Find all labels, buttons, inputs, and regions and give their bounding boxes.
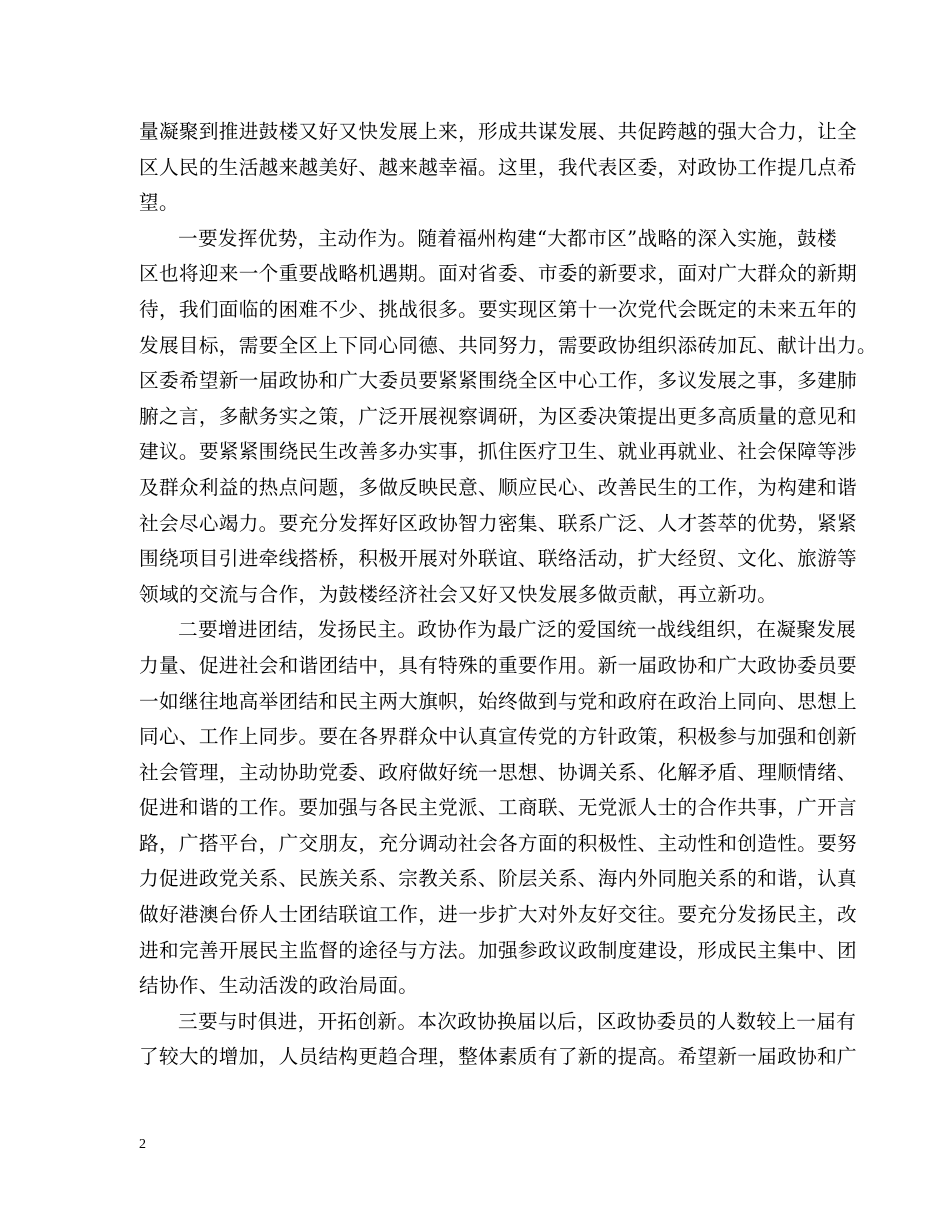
text-line: 区人民的生活越来越美好、越来越幸福。这里，我代表区委，对政协工作提几点希	[139, 155, 857, 179]
paragraph-first-line: 三要与时俱进，开拓创新。本次政协换届以后，区政协委员的人数较上一届有	[178, 1009, 857, 1033]
text-line: 量凝聚到推进鼓楼又好又快发展上来，形成共谋发展、共促跨越的强大合力，让全	[139, 120, 857, 143]
text-line: 及群众利益的热点问题，多做反映民意、顺应民心、改善民生的工作，为构建和谐	[139, 475, 857, 499]
text-line: 社会尽心竭力。要充分发挥好区政协智力密集、联系广泛、人才荟萃的优势，紧紧	[139, 511, 857, 535]
text-line: 待，我们面临的困难不少、挑战很多。要实现区第十一次党代会既定的未来五年的	[139, 297, 857, 321]
text-line: 做好港澳台侨人士团结联谊工作，进一步扩大对外友好交往。要充分发扬民主，改	[139, 903, 857, 927]
text-line: 力量、促进社会和谐团结中，具有特殊的重要作用。新一届政协和广大政协委员要	[139, 653, 857, 677]
text-line: 一如继往地高举团结和民主两大旗帜，始终做到与党和政府在政治上同向、思想上	[139, 689, 857, 713]
text-line: 结协作、生动活泼的政治局面。	[139, 974, 419, 998]
text-line: 发展目标，需要全区上下同心同德、共同努力，需要政协组织添砖加瓦、献计出力。	[139, 333, 877, 357]
text-line: 路，广搭平台，广交朋友，充分调动社会各方面的积极性、主动性和创造性。要努	[139, 831, 857, 855]
paragraph-first-line: 二要增进团结，发扬民主。政协作为最广泛的爱国统一战线组织，在凝聚发展	[178, 618, 857, 642]
text-line: 区委希望新一届政协和广大委员要紧紧围绕全区中心工作，多议发展之事，多建肺	[139, 369, 857, 393]
text-line: 了较大的增加，人员结构更趋合理，整体素质有了新的提高。希望新一届政协和广	[139, 1045, 857, 1069]
body-text	[139, 114, 877, 1075]
text-line: 建议。要紧紧围绕民生改善多办实事，抓住医疗卫生、就业再就业、社会保障等涉	[139, 440, 857, 464]
text-line: 围绕项目引进牵线搭桥，积极开展对外联谊、联络活动，扩大经贸、文化、旅游等	[139, 547, 857, 571]
paragraph-first-line: 一要发挥优势，主动作为。随着福州构建“大都市区”战略的深入实施，鼓楼	[178, 226, 837, 250]
text-line: 领域的交流与合作，为鼓楼经济社会又好又快发展多做贡献，再立新功。	[139, 582, 778, 606]
text-line: 望。	[139, 191, 179, 215]
text-line: 进和完善开展民主监督的途径与方法。加强参政议政制度建设，形成民主集中、团	[139, 938, 857, 962]
text-line: 同心、工作上同步。要在各界群众中认真宣传党的方针政策，积极参与加强和创新	[139, 725, 857, 749]
text-line: 促进和谐的工作。要加强与各民主党派、工商联、无党派人士的合作共事，广开言	[139, 796, 857, 820]
text-line: 力促进政党关系、民族关系、宗教关系、阶层关系、海内外同胞关系的和谐，认真	[139, 867, 857, 891]
text-line: 腑之言，多献务实之策，广泛开展视察调研，为区委决策提出更多高质量的意见和	[139, 404, 857, 428]
text-line: 社会管理，主动协助党委、政府做好统一思想、协调关系、化解矛盾、理顺情绪、	[139, 760, 857, 784]
text-line: 区也将迎来一个重要战略机遇期。面对省委、市委的新要求，面对广大群众的新期	[139, 262, 857, 286]
page-number: 2	[139, 1137, 146, 1152]
